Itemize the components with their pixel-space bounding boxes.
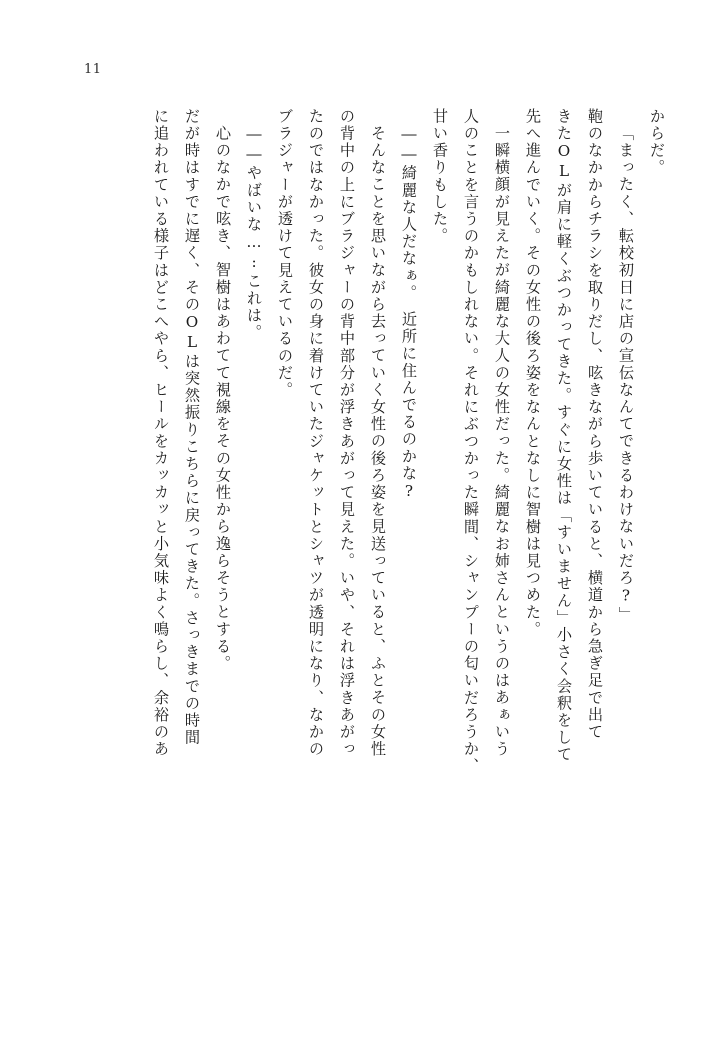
- text-line: 甘い香りもした。: [431, 108, 449, 245]
- text-line: きたOLが肩に軽くぶつかってきた。すぐに女性は「すいません」小さく会釈をして: [555, 108, 573, 764]
- text-line: 鞄のなかからチラシを取りだし、呟きながら歩いていると、横道から急ぎ足で出て: [586, 108, 604, 741]
- text-line: 一瞬横顔が見えたが綺麗な大人の女性だった。綺麗なお姉さんというのはあぁいう: [493, 125, 511, 758]
- text-line: 先へ進んでいく。その女性の後ろ姿をなんとなしに智樹は見つめた。: [524, 108, 542, 639]
- text-line: 「まったく、転校初日に店の宣伝なんてできるわけないだろ?」: [617, 125, 635, 624]
- text-line: だが時はすでに遅く、そのOLは突然振りこちらに戻ってきた。さっきまでの時間: [183, 108, 201, 747]
- text-line: 人のことを言うのかもしれない。それにぶつかった瞬間、シャンプーの匂いだろうか、: [462, 108, 480, 775]
- page-number: 11: [84, 62, 102, 77]
- text-line: からだ。: [648, 108, 666, 177]
- text-line: そんなことを思いながら去っていく女性の後ろ姿を見送っていると、ふとその女性: [369, 125, 387, 758]
- text-line: 心のなかで呟き、智樹はあわてて視線をその女性から逸らそうとする。: [214, 125, 232, 673]
- text-line: の背中の上にブラジャーの背中部分が浮きあがって見えた。いや、それは浮きあがっ: [338, 108, 356, 758]
- text-line: たのではなかった。彼女の身に着けていたジャケットとシャツが透明になり、なかの: [307, 108, 325, 758]
- text-line: ――やばいな…:これは。: [245, 125, 263, 342]
- text-line: に追われている様子はどこへやら、ヒールをカッカッと小気味よく鳴らし、余裕のあ: [152, 108, 170, 758]
- vertical-text-body: [52, 108, 664, 988]
- text-line: ブラジャーが透けて見えているのだ。: [276, 108, 294, 399]
- text-line: ――綺麗な人だなぁ。 近所に住んでるのかな?: [400, 125, 418, 502]
